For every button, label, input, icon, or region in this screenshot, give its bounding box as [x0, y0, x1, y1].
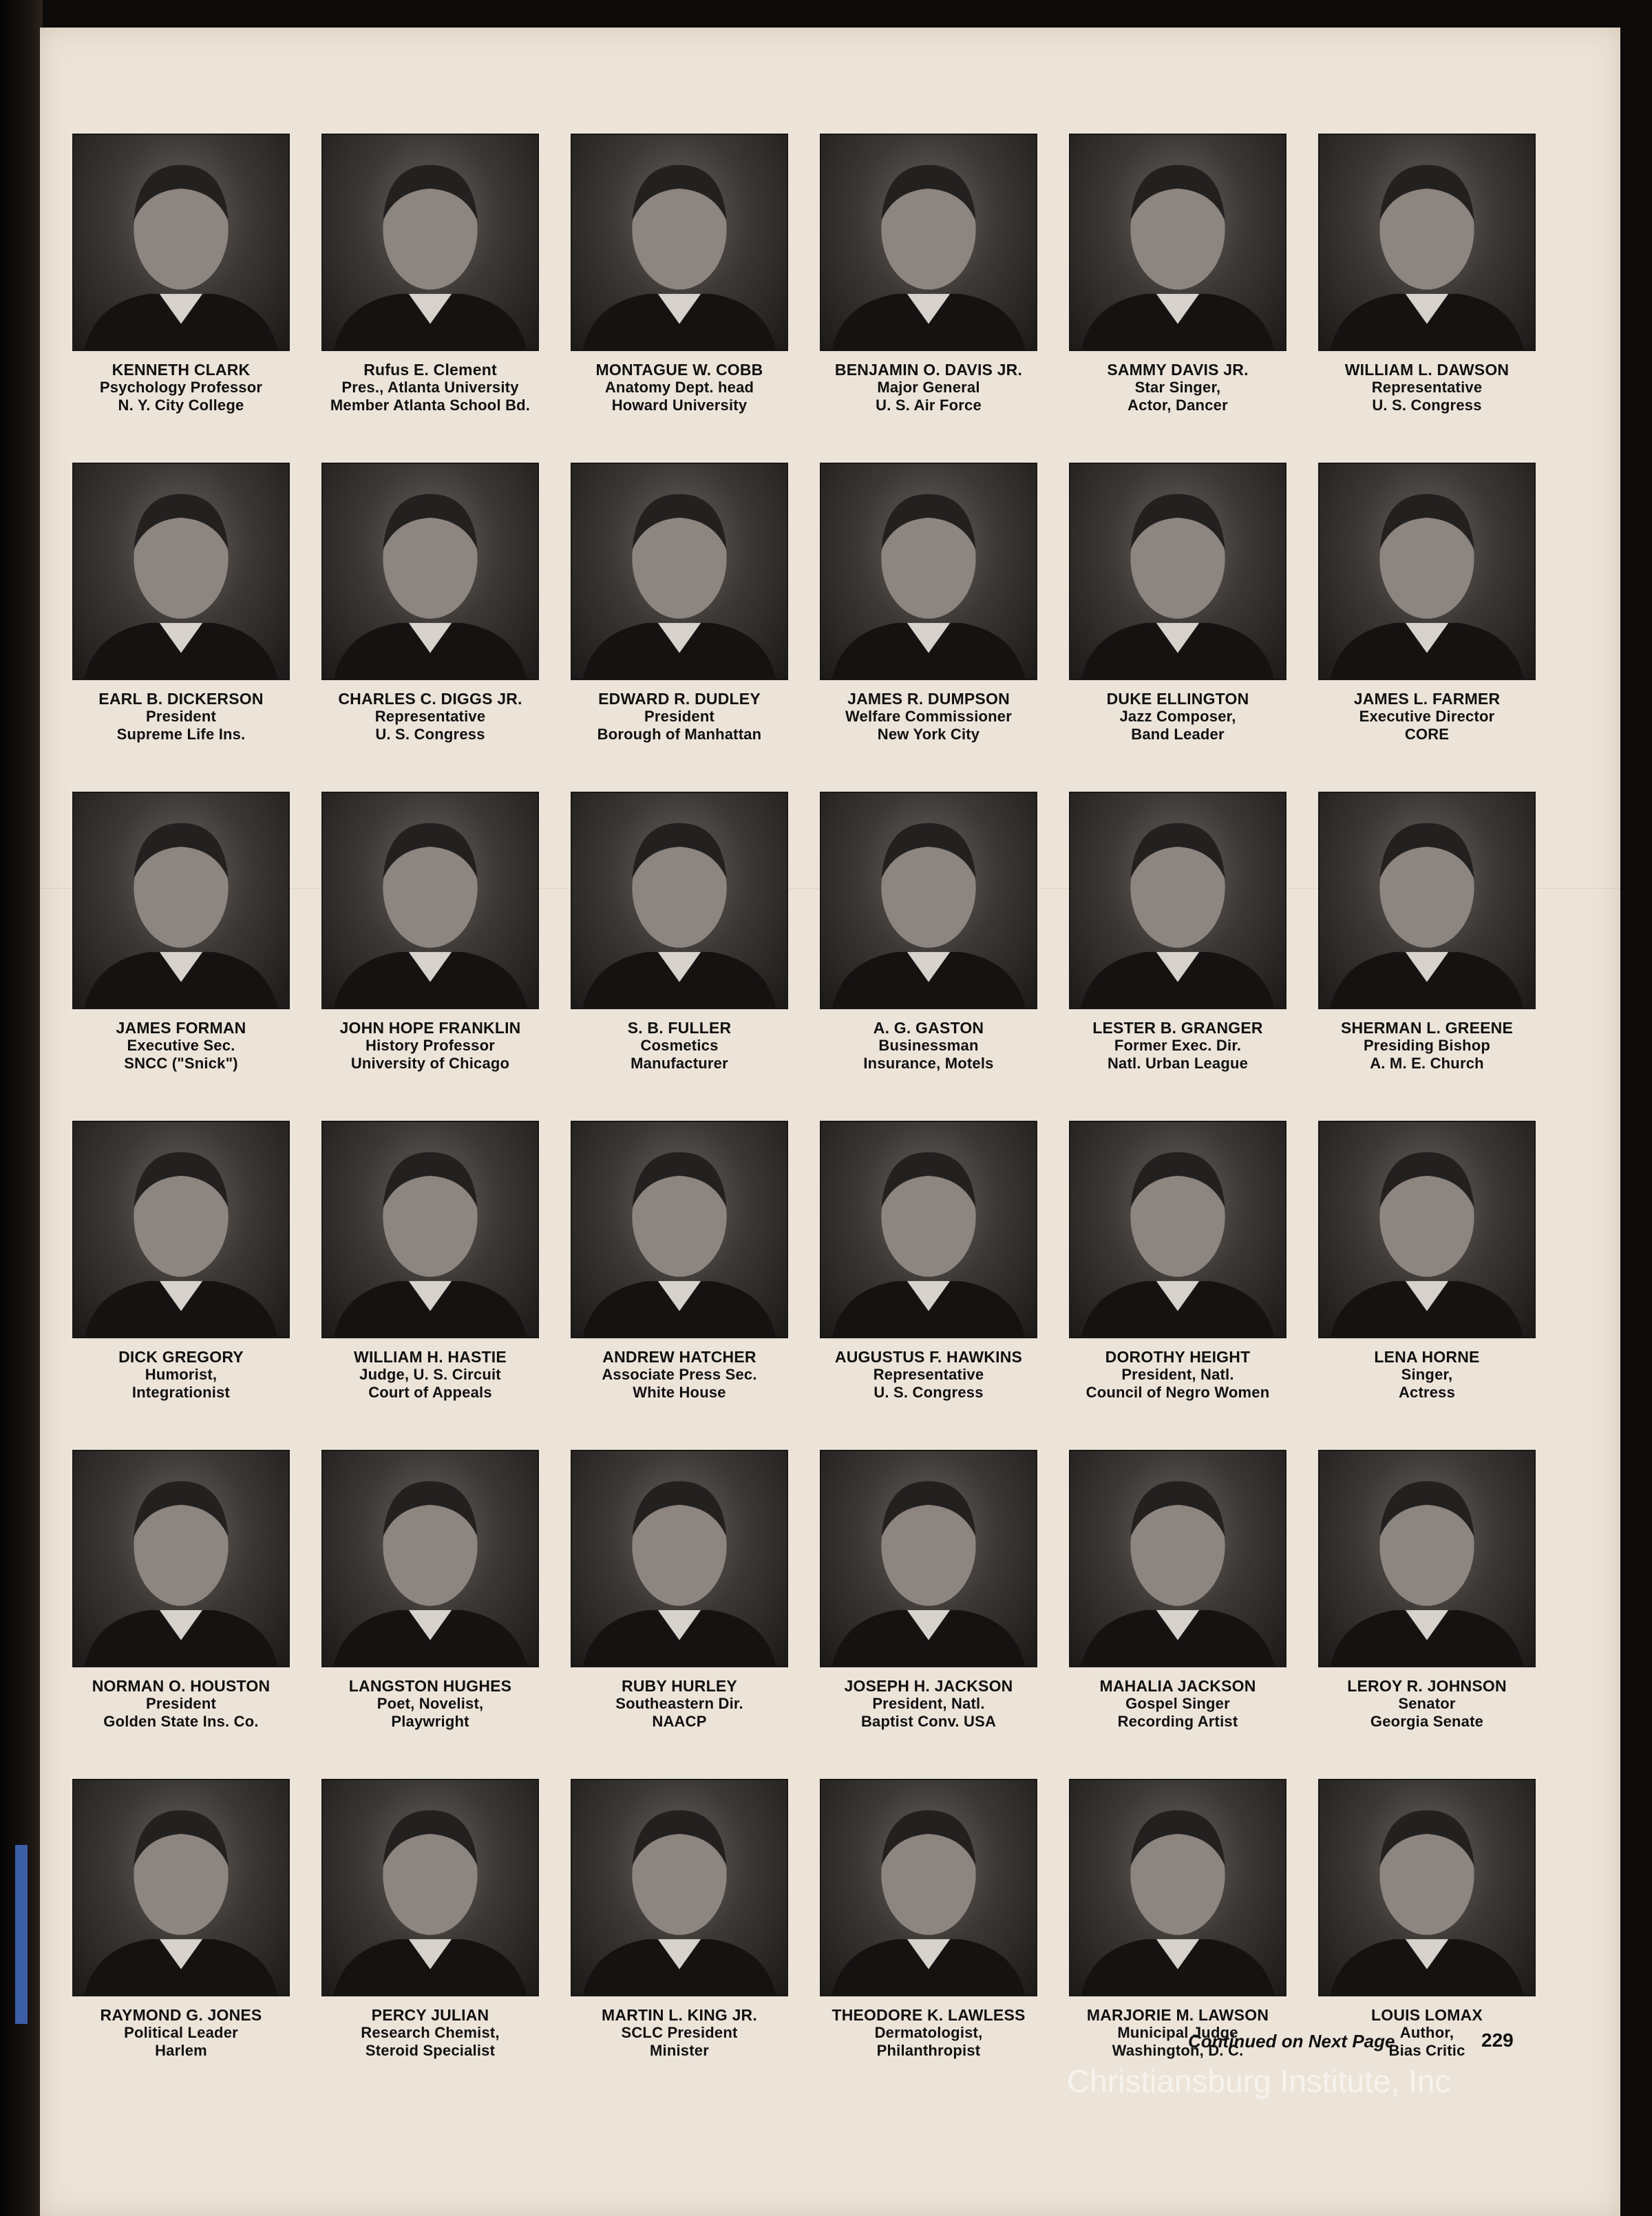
portrait-photo [321, 463, 539, 680]
portrait-caption [1057, 1348, 1298, 1402]
portrait-silhouette [323, 1780, 538, 1995]
portrait-caption [1306, 1677, 1547, 1731]
portrait-photo [820, 792, 1037, 1009]
person-title-line: Playwright [391, 1713, 469, 1730]
person-name: MAHALIA JACKSON [1099, 1677, 1256, 1695]
portrait-caption [559, 1348, 800, 1402]
portrait-entry [1053, 788, 1302, 1117]
portrait-entry [1302, 1775, 1552, 2104]
person-title-line: Actress [1398, 1384, 1456, 1401]
portrait-photo [1318, 134, 1536, 351]
person-title-line: President, Natl. [872, 1695, 985, 1712]
person-name: A. G. GASTON [873, 1019, 984, 1037]
person-title-line: White House [633, 1384, 726, 1401]
portrait-caption [310, 1348, 551, 1402]
portrait-silhouette [572, 464, 787, 679]
person-name: LOUIS LOMAX [1371, 2006, 1483, 2024]
portrait-entry [306, 129, 555, 458]
portrait-entry [306, 458, 555, 788]
person-title-line: President [145, 708, 217, 725]
person-name: MONTAGUE W. COBB [595, 361, 763, 379]
portrait-entry [555, 1775, 804, 2104]
portrait-silhouette [821, 464, 1036, 679]
person-title-line: Golden State Ins. Co. [103, 1713, 259, 1730]
portrait-silhouette [1070, 1780, 1285, 1995]
person-name: JOSEPH H. JACKSON [844, 1677, 1013, 1695]
portrait-entry [56, 1117, 306, 1446]
portrait-caption [808, 1348, 1049, 1402]
person-title-line: Council of Negro Women [1086, 1384, 1270, 1401]
portrait-photo [1069, 1121, 1286, 1338]
portrait-photo [72, 134, 290, 351]
portrait-caption [808, 361, 1049, 414]
portrait-caption [808, 2006, 1049, 2060]
person-name: RAYMOND G. JONES [100, 2006, 262, 2024]
portrait-photo [571, 463, 788, 680]
portrait-entry [804, 1117, 1053, 1446]
person-title-line: History Professor [365, 1037, 495, 1054]
portrait-photo [72, 1779, 290, 1996]
portrait-entry [555, 129, 804, 458]
person-title-line: Dermatologist, [874, 2024, 983, 2041]
person-name: Rufus E. Clement [363, 361, 497, 379]
person-title-line: Anatomy Dept. head [604, 379, 754, 396]
person-title-line: Philanthropist [876, 2042, 981, 2059]
portrait-silhouette [572, 135, 787, 350]
portrait-caption [559, 361, 800, 414]
person-title-line: Steroid Specialist [365, 2042, 496, 2059]
person-title-line: Author, [1399, 2024, 1454, 2041]
person-name: RUBY HURLEY [622, 1677, 737, 1695]
portrait-entry [555, 1446, 804, 1775]
person-title-line: University of Chicago [350, 1055, 510, 1072]
person-name: SHERMAN L. GREENE [1340, 1019, 1514, 1037]
person-name: DUKE ELLINGTON [1106, 690, 1249, 708]
portrait-silhouette [821, 1122, 1036, 1337]
portrait-photo [1069, 1450, 1286, 1667]
portrait-caption [61, 690, 301, 743]
portrait-silhouette [323, 1122, 538, 1337]
portrait-entry [1302, 1446, 1552, 1775]
person-title-line: Major General [877, 379, 980, 396]
person-title-line: Welfare Commissioner [845, 708, 1012, 725]
binding-tab [15, 1845, 28, 2024]
person-title-line: Harlem [155, 2042, 207, 2059]
person-name: LEROY R. JOHNSON [1347, 1677, 1507, 1695]
person-title-line: Jazz Composer, [1119, 708, 1236, 725]
person-title-line: Businessman [878, 1037, 979, 1054]
portrait-caption [559, 690, 800, 743]
person-title-line: Political Leader [124, 2024, 238, 2041]
person-title-line: U. S. Air Force [876, 397, 982, 414]
person-title-line: Georgia Senate [1370, 1713, 1484, 1730]
portrait-entry [1053, 1446, 1302, 1775]
portrait-caption [559, 1677, 800, 1731]
portrait-silhouette [821, 1451, 1036, 1666]
portrait-entry [1053, 1775, 1302, 2104]
portrait-photo [321, 1121, 539, 1338]
portrait-photo [571, 134, 788, 351]
portrait-entry [306, 1117, 555, 1446]
portrait-photo [1318, 1779, 1536, 1996]
person-title-line: Former Exec. Dir. [1114, 1037, 1242, 1054]
portrait-photo [1069, 792, 1286, 1009]
portrait-silhouette [1070, 464, 1285, 679]
person-title-line: Judge, U. S. Circuit [359, 1366, 501, 1383]
person-title-line: Associate Press Sec. [602, 1366, 757, 1383]
portrait-silhouette [323, 464, 538, 679]
person-title-line: Washington, D. C. [1112, 2042, 1244, 2059]
portrait-photo [820, 463, 1037, 680]
portrait-photo [321, 792, 539, 1009]
person-title-line: SCLC President [621, 2024, 738, 2041]
portrait-silhouette [1320, 1451, 1534, 1666]
portrait-photo [820, 134, 1037, 351]
person-title-line: Poet, Novelist, [377, 1695, 484, 1712]
person-title-line: Actor, Dancer [1127, 397, 1228, 414]
portrait-caption [61, 2006, 301, 2060]
portrait-silhouette [821, 135, 1036, 350]
portrait-silhouette [1070, 1451, 1285, 1666]
person-title-line: Recording Artist [1117, 1713, 1238, 1730]
portrait-photo [1069, 1779, 1286, 1996]
person-name: ANDREW HATCHER [602, 1348, 756, 1366]
portrait-photo [72, 1121, 290, 1338]
portrait-caption [310, 361, 551, 414]
portrait-silhouette [74, 793, 288, 1008]
person-title-line: Humorist, [145, 1366, 218, 1383]
person-name: JAMES FORMAN [116, 1019, 246, 1037]
portrait-caption [808, 690, 1049, 743]
person-name: WILLIAM L. DAWSON [1344, 361, 1510, 379]
portrait-grid [56, 129, 1552, 2104]
portrait-entry [555, 458, 804, 788]
portrait-entry [1302, 458, 1552, 788]
person-title-line: Supreme Life Ins. [116, 726, 246, 743]
portrait-caption [61, 361, 301, 414]
portrait-caption [1057, 690, 1298, 743]
portrait-photo [571, 792, 788, 1009]
person-name: EARL B. DICKERSON [98, 690, 264, 708]
portrait-entry [56, 788, 306, 1117]
portrait-silhouette [1320, 464, 1534, 679]
person-title-line: Singer, [1401, 1366, 1453, 1383]
person-title-line: Baptist Conv. USA [860, 1713, 997, 1730]
portrait-entry [804, 458, 1053, 788]
portrait-entry [56, 129, 306, 458]
portrait-silhouette [572, 1780, 787, 1995]
portrait-photo [820, 1779, 1037, 1996]
person-title-line: President, Natl. [1121, 1366, 1234, 1383]
person-name: SAMMY DAVIS JR. [1107, 361, 1249, 379]
portrait-silhouette [74, 1780, 288, 1995]
person-title-line: Southeastern Dir. [615, 1695, 743, 1712]
person-title-line: SNCC ("Snick") [124, 1055, 238, 1072]
portrait-entry [804, 1446, 1053, 1775]
portrait-silhouette [1070, 793, 1285, 1008]
person-title-line: Natl. Urban League [1107, 1055, 1249, 1072]
person-title-line: A. M. E. Church [1370, 1055, 1484, 1072]
person-title-line: Insurance, Motels [863, 1055, 994, 1072]
continued-note: Continued on Next Page [1188, 2031, 1395, 2051]
portrait-caption [1306, 690, 1547, 743]
portrait-caption [310, 1019, 551, 1073]
person-title-line: NAACP [652, 1713, 707, 1730]
portrait-silhouette [1320, 793, 1534, 1008]
portrait-photo [72, 792, 290, 1009]
portrait-silhouette [572, 793, 787, 1008]
person-name: S. B. FULLER [627, 1019, 732, 1037]
portrait-entry [56, 1775, 306, 2104]
person-name: KENNETH CLARK [112, 361, 251, 379]
portrait-silhouette [821, 1780, 1036, 1995]
portrait-caption [310, 2006, 551, 2060]
portrait-caption [1306, 1019, 1547, 1073]
portrait-entry [804, 1775, 1053, 2104]
portrait-photo [1318, 792, 1536, 1009]
person-title-line: Research Chemist, [361, 2024, 500, 2041]
person-name: LESTER B. GRANGER [1092, 1019, 1263, 1037]
person-name: JAMES R. DUMPSON [847, 690, 1010, 708]
person-title-line: Executive Director [1359, 708, 1495, 725]
portrait-entry [306, 788, 555, 1117]
person-title-line: Court of Appeals [368, 1384, 492, 1401]
portrait-caption [808, 1677, 1049, 1731]
person-name: CHARLES C. DIGGS JR. [338, 690, 522, 708]
portrait-silhouette [74, 464, 288, 679]
person-name: BENJAMIN O. DAVIS JR. [834, 361, 1023, 379]
portrait-photo [571, 1121, 788, 1338]
person-name: JAMES L. FARMER [1353, 690, 1501, 708]
person-name: LANGSTON HUGHES [348, 1677, 512, 1695]
portrait-caption [559, 2006, 800, 2060]
person-title-line: Representative [374, 708, 486, 725]
person-title-line: Psychology Professor [99, 379, 263, 396]
portrait-silhouette [74, 1451, 288, 1666]
portrait-entry [804, 788, 1053, 1117]
portrait-entry [804, 129, 1053, 458]
portrait-caption [559, 1019, 800, 1073]
person-title-line: President [145, 1695, 217, 1712]
portrait-caption [808, 1019, 1049, 1073]
portrait-entry [306, 1775, 555, 2104]
portrait-photo [820, 1121, 1037, 1338]
portrait-caption [61, 1677, 301, 1731]
portrait-silhouette [821, 793, 1036, 1008]
portrait-entry [56, 1446, 306, 1775]
person-name: WILLIAM H. HASTIE [354, 1348, 507, 1366]
watermark: Christiansburg Institute, Inc [1067, 2063, 1451, 2099]
portrait-silhouette [74, 135, 288, 350]
person-name: MARJORIE M. LAWSON [1086, 2006, 1269, 2024]
portrait-caption [61, 1348, 301, 1402]
portrait-photo [72, 463, 290, 680]
person-title-line: New York City [877, 726, 980, 743]
person-name: LENA HORNE [1374, 1348, 1480, 1366]
portrait-photo [571, 1450, 788, 1667]
person-title-line: Minister [650, 2042, 709, 2059]
person-title-line: President [644, 708, 715, 725]
portrait-photo [1318, 463, 1536, 680]
person-title-line: Pres., Atlanta University [341, 379, 519, 396]
portrait-caption [310, 1677, 551, 1731]
person-name: NORMAN O. HOUSTON [92, 1677, 271, 1695]
person-name: MARTIN L. KING JR. [602, 2006, 757, 2024]
person-title-line: N. Y. City College [118, 397, 244, 414]
person-title-line: Presiding Bishop [1363, 1037, 1491, 1054]
person-name: AUGUSTUS F. HAWKINS [834, 1348, 1023, 1366]
person-title-line: Representative [1371, 379, 1483, 396]
portrait-silhouette [1070, 135, 1285, 350]
portrait-entry [1053, 1117, 1302, 1446]
portrait-entry [1302, 1117, 1552, 1446]
person-title-line: U. S. Congress [375, 726, 485, 743]
portrait-entry [56, 458, 306, 788]
person-name: EDWARD R. DUDLEY [598, 690, 761, 708]
portrait-photo [1318, 1121, 1536, 1338]
portrait-silhouette [572, 1122, 787, 1337]
portrait-entry [1053, 458, 1302, 788]
person-title-line: Representative [873, 1366, 984, 1383]
portrait-entry [1302, 788, 1552, 1117]
person-title-line: Borough of Manhattan [597, 726, 762, 743]
person-name: PERCY JULIAN [371, 2006, 489, 2024]
portrait-caption [61, 1019, 301, 1073]
portrait-caption [1057, 1019, 1298, 1073]
portrait-caption [1057, 361, 1298, 414]
person-title-line: Bias Critic [1388, 2042, 1465, 2059]
portrait-photo [321, 1779, 539, 1996]
person-title-line: Municipal Judge [1117, 2024, 1238, 2041]
portrait-silhouette [323, 135, 538, 350]
portrait-silhouette [572, 1451, 787, 1666]
portrait-entry [1053, 129, 1302, 458]
portrait-entry [1302, 129, 1552, 458]
portrait-silhouette [1320, 1122, 1534, 1337]
portrait-caption [1306, 1348, 1547, 1402]
person-title-line: Howard University [611, 397, 748, 414]
person-name: JOHN HOPE FRANKLIN [339, 1019, 521, 1037]
portrait-entry [555, 788, 804, 1117]
person-title-line: Executive Sec. [127, 1037, 235, 1054]
person-title-line: Member Atlanta School Bd. [330, 397, 531, 414]
portrait-photo [1318, 1450, 1536, 1667]
portrait-entry [555, 1117, 804, 1446]
person-title-line: Star Singer, [1134, 379, 1221, 396]
portrait-photo [1069, 463, 1286, 680]
portrait-silhouette [74, 1122, 288, 1337]
portrait-photo [820, 1450, 1037, 1667]
page-number: 229 [1481, 2029, 1514, 2051]
portrait-photo [1069, 134, 1286, 351]
portrait-caption [1306, 361, 1547, 414]
portrait-caption [310, 690, 551, 743]
portrait-silhouette [1070, 1122, 1285, 1337]
portrait-silhouette [1320, 1780, 1534, 1995]
portrait-silhouette [323, 1451, 538, 1666]
portrait-photo [72, 1450, 290, 1667]
person-title-line: U. S. Congress [873, 1384, 984, 1401]
person-title-line: Band Leader [1131, 726, 1225, 743]
person-title-line: Cosmetics [640, 1037, 719, 1054]
person-name: DOROTHY HEIGHT [1105, 1348, 1251, 1366]
person-name: THEODORE K. LAWLESS [832, 2006, 1026, 2024]
magazine-page [40, 28, 1620, 2216]
portrait-silhouette [1320, 135, 1534, 350]
portrait-photo [571, 1779, 788, 1996]
portrait-silhouette [323, 793, 538, 1008]
person-title-line: Senator [1398, 1695, 1456, 1712]
portrait-photo [321, 134, 539, 351]
person-title-line: Gospel Singer [1125, 1695, 1230, 1712]
portrait-caption [1057, 1677, 1298, 1731]
portrait-entry [306, 1446, 555, 1775]
person-title-line: Integrationist [131, 1384, 231, 1401]
person-name: DICK GREGORY [118, 1348, 244, 1366]
person-title-line: CORE [1404, 726, 1450, 743]
person-title-line: U. S. Congress [1372, 397, 1482, 414]
person-title-line: Manufacturer [631, 1055, 728, 1072]
portrait-photo [321, 1450, 539, 1667]
